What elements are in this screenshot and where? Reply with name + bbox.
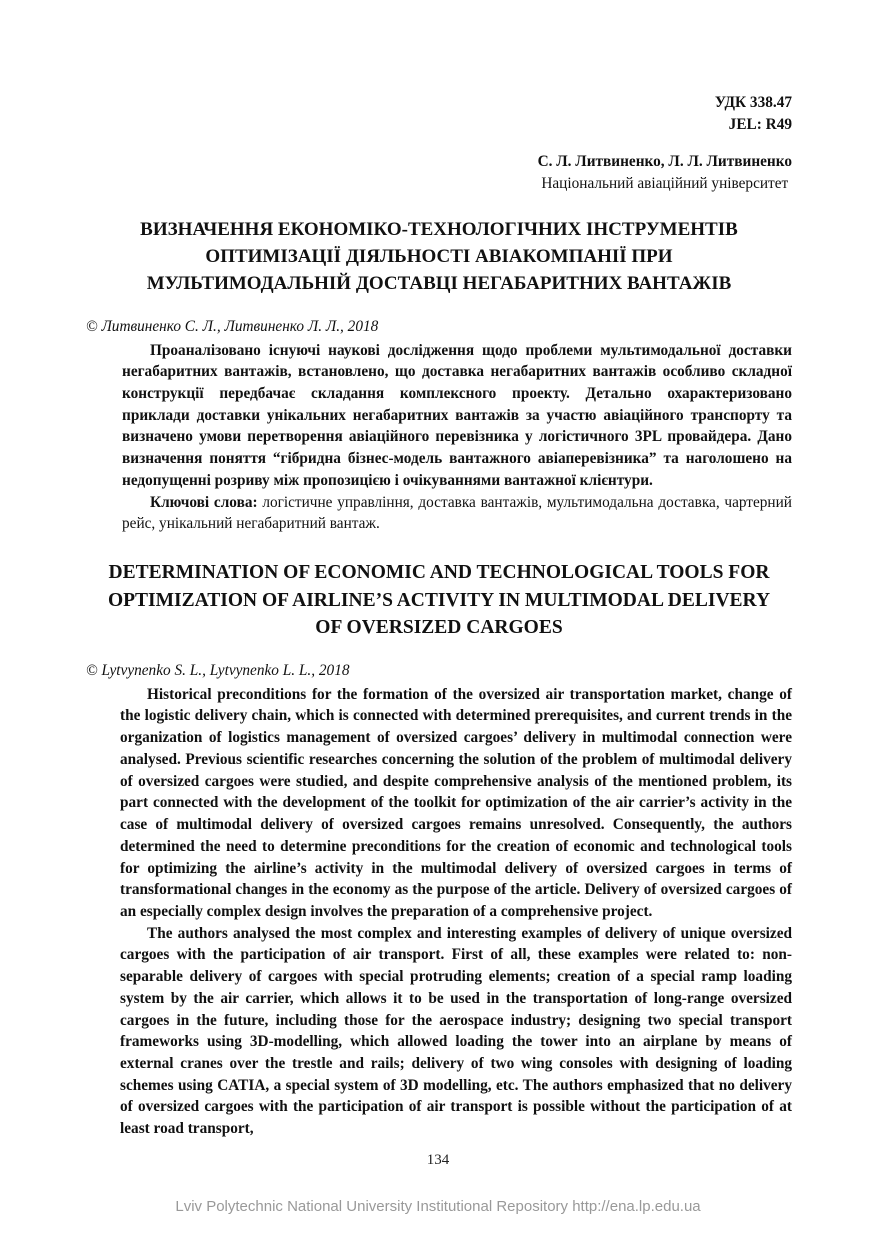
jel-code: JEL: R49 [728, 115, 792, 133]
keywords-text: логістичне управління, доставка вантажів, мультимодальна доставка, чартерний рейс, унікальний негабаритний вантаж. [122, 493, 792, 533]
copyright-ukrainian: © Литвиненко С. Л., Литвиненко Л. Л., 2018 [86, 317, 379, 335]
keywords-label: Ключові слова: [150, 493, 258, 511]
repository-footer: Lviv Polytechnic National University Institutional Repository http://ena.lp.edu.ua [175, 1198, 701, 1215]
abstract-ukrainian-text: Проаналізовано існуючі наукові дослідження щодо проблеми мультимодальної доставки негабаритних вантажів, встановлено, що доставка негабаритних вантажів особливо складної конструкції передбачає складання комплексного проекту. Детально охарактеризовано приклади доставки унікальних негабаритних вантажів за участю авіаційного транспорту та визначено умови перетворення авіаційного перевізника у логістичного 3PL провайдера. Дано визначення поняття “гібридна бізнес-модель вантажного авіаперевізника” та наголошено на недопущенні розриву між пропозицією і очікуваннями вантажної клієнтури. [122, 341, 792, 489]
abstract-english [120, 684, 792, 1140]
keywords-ukrainian [122, 492, 792, 535]
title-english: DETERMINATION OF ECONOMIC AND TECHNOLOGICAL TOOLS FOR OPTIMIZATION OF AIRLINE’S ACTIVITY IN MULTIMODAL DELIVERY OF OVERSIZED CARGOES [107, 561, 771, 639]
page-number: 134 [426, 1152, 450, 1168]
authors-names: С. Л. Литвиненко, Л. Л. Литвиненко [537, 153, 792, 171]
abstract-ukrainian [122, 340, 792, 535]
title-ukrainian: ВИЗНАЧЕННЯ ЕКОНОМІКО-ТЕХНОЛОГІЧНИХ ІНСТРУМЕНТІВ ОПТИМІЗАЦІЇ ДІЯЛЬНОСТІ АВІАКОМПАНІЇ ПРИ МУЛЬТИМОДАЛЬНІЙ ДОСТАВЦІ НЕГАБАРИТНИХ ВАНТАЖІВ [140, 218, 738, 294]
authors-affiliation: Національний авіаційний університет [541, 175, 789, 193]
udc-code: УДК 338.47 [714, 94, 792, 111]
copyright-english: © Lytvynenko S. L., Lytvynenko L. L., 2018 [86, 662, 350, 680]
authors-block [86, 151, 792, 194]
abstract-english-paragraph-1: Historical preconditions for the formation of the oversized air transportation market, change of the logistic delivery chain, which is connected with determined prerequisites, and current trends in the organization of logistics management of oversized cargoes’ delivery in multimodal connection were analysed. Previous scientific researches concerning the solution of the problem of multimodal delivery of oversized cargoes were studied, and despite comprehensive analysis of the mentioned problem, its part connected with the development of the toolkit for optimization of the air carrier’s activity in the case of multimodal delivery of oversized cargoes remains unresolved. Consequently, the authors determined the need to determine preconditions for the creation of economic and technological tools for optimizing the airline’s activity in the multimodal delivery of oversized cargoes in terms of transformational changes in the economy as the purpose of the article. Delivery of oversized cargoes of an especially complex design involves the preparation of a comprehensive project. [120, 685, 792, 920]
abstract-english-paragraph-2: The authors analysed the most complex and interesting examples of delivery of unique oversized cargoes with the participation of air transport. First of all, these examples were related to: non-separable delivery of cargoes with special protruding elements; creation of a special ramp loading system by the air carrier, which allows it to be used in the transportation of long-range oversized cargoes in the future, including those for the aerospace industry; designing two special transport frameworks using 3D-modelling, which allowed loading the tower into an airplane by means of external cranes over the trestle and rails; delivery of two wing consoles with designing of loading schemes using CATIA, a special system of 3D modelling, etc. The authors emphasized that no delivery of oversized cargoes with the participation of air transport is possible without the participation of at least road transport, [120, 924, 792, 1138]
